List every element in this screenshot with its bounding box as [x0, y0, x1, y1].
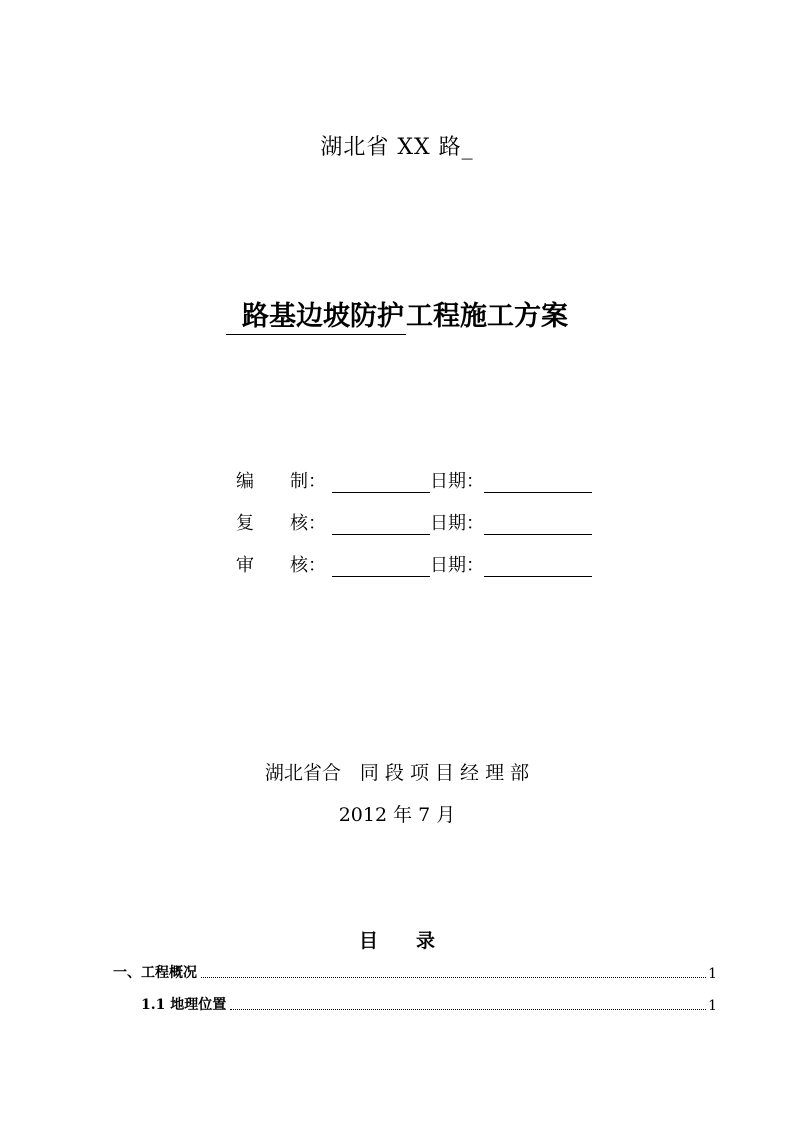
document-title	[0, 294, 794, 333]
date-blank	[484, 556, 592, 577]
signature-blank	[332, 514, 430, 535]
date-label: 日期：	[430, 471, 484, 492]
organization-name: 湖北省合 同 段 项 目 经 理 部	[264, 762, 530, 784]
document-date: 2012 年 7 月	[338, 804, 456, 826]
signature-blank	[332, 472, 430, 493]
toc-title: 目 录	[358, 930, 435, 952]
signature-label: 编 制：	[236, 471, 326, 492]
toc-entry-text: 1.1 地理位置	[141, 997, 227, 1013]
date-blank	[484, 472, 592, 493]
date-label: 日期：	[430, 555, 484, 576]
toc-entry-page: 1	[708, 998, 717, 1014]
toc-leader-dots	[201, 977, 706, 978]
signature-row-compile	[236, 465, 592, 493]
toc-entry-page: 1	[708, 966, 717, 982]
date-label: 日期：	[430, 513, 484, 534]
document-title-rest: 工程施工方案	[406, 301, 568, 332]
signature-label: 复 核：	[236, 513, 326, 534]
signature-row-audit	[236, 549, 592, 577]
toc-entry[interactable]	[141, 994, 717, 1014]
toc-leader-dots	[230, 1009, 706, 1010]
toc-entry-text: 一、工程概况	[113, 965, 197, 981]
signature-label: 审 核：	[236, 555, 326, 576]
document-title-underlined: 路基边坡防护	[226, 301, 406, 335]
road-title: 湖北省 XX 路_	[320, 135, 474, 160]
signature-row-review	[236, 507, 592, 535]
signature-blank	[332, 556, 430, 577]
toc-entry[interactable]	[113, 962, 717, 982]
date-blank	[484, 514, 592, 535]
